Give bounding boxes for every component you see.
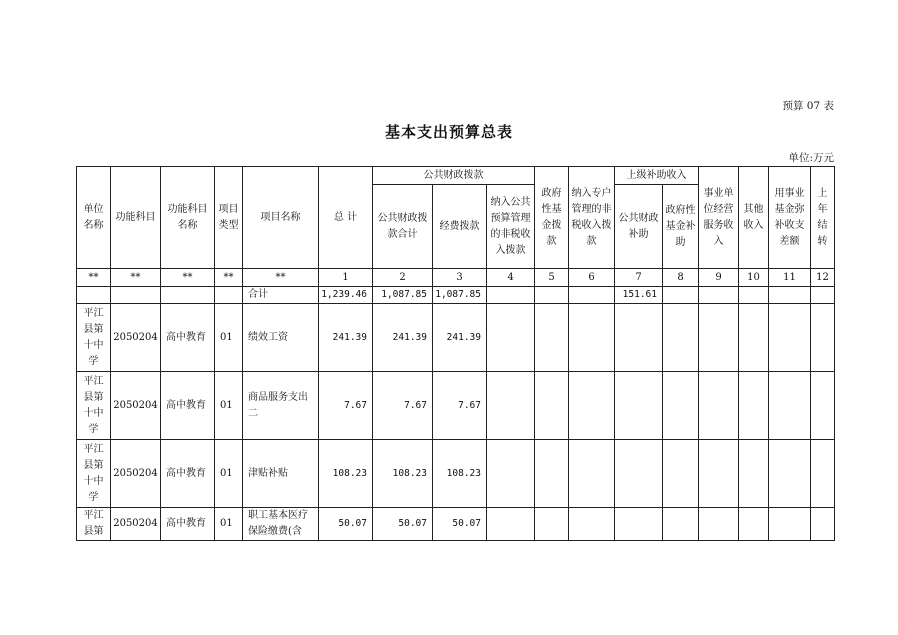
marker-cell: ** (243, 269, 319, 287)
header-pf-funds: 经费拨款 (433, 185, 487, 269)
header-row-1 (77, 167, 835, 185)
header-superior: 上级补助收入 (615, 167, 699, 185)
header-other: 其他收入 (739, 167, 769, 269)
pf-total-cell: 7.67 (373, 372, 433, 440)
marker-cell: 2 (373, 269, 433, 287)
pf-total-cell: 108.23 (373, 440, 433, 508)
total-label: 合计 (243, 287, 319, 304)
func-code-cell: 2050204 (111, 372, 161, 440)
marker-cell: 3 (433, 269, 487, 287)
unit-cell: 平江县第 (77, 508, 111, 541)
marker-cell: 7 (615, 269, 663, 287)
func-name-cell: 高中教育 (161, 440, 215, 508)
proj-type-cell: 01 (215, 508, 243, 541)
pf-funds-cell: 50.07 (433, 508, 487, 541)
pf-funds-cell: 108.23 (433, 440, 487, 508)
proj-type-cell: 01 (215, 372, 243, 440)
marker-cell: ** (215, 269, 243, 287)
form-number: 预算 07 表 (782, 100, 834, 112)
table-row (77, 304, 835, 372)
func-name-cell: 高中教育 (161, 304, 215, 372)
total-row (77, 287, 835, 304)
proj-type-cell: 01 (215, 304, 243, 372)
header-proj-name: 项目名称 (243, 167, 319, 269)
proj-name-cell: 津贴补贴 (243, 440, 319, 508)
header-public-finance: 公共财政拨款 (373, 167, 535, 185)
func-code-cell: 2050204 (111, 508, 161, 541)
header-gov-fund: 政府性基金拨款 (535, 167, 569, 269)
total-cell: 108.23 (319, 440, 373, 508)
pf-funds-cell: 241.39 (433, 304, 487, 372)
marker-row (77, 269, 835, 287)
pf-funds-cell: 7.67 (433, 372, 487, 440)
page-title: 基本支出预算总表 (384, 123, 513, 141)
unit-cell: 平江县第十中学 (77, 372, 111, 440)
pf-total-cell: 50.07 (373, 508, 433, 541)
header-carryover: 上年结转 (811, 167, 835, 269)
marker-cell: 8 (663, 269, 699, 287)
total-cell: 7.67 (319, 372, 373, 440)
marker-cell: 10 (739, 269, 769, 287)
total-cell: 241.39 (319, 304, 373, 372)
header-sup-public: 公共财政补助 (615, 185, 663, 269)
header-unit-name: 单位名称 (77, 167, 111, 269)
header-func-name: 功能科目名称 (161, 167, 215, 269)
total-sup-public: 151.61 (615, 287, 663, 304)
marker-cell: 12 (811, 269, 835, 287)
header-func-code: 功能科目 (111, 167, 161, 269)
proj-name-cell: 职工基本医疗保险缴费(含 (243, 508, 319, 541)
table-row (77, 372, 835, 440)
marker-cell: 5 (535, 269, 569, 287)
header-pf-nontax: 纳入公共预算管理的非税收入拨款 (487, 185, 535, 269)
unit-cell: 平江县第十中学 (77, 440, 111, 508)
marker-cell: ** (77, 269, 111, 287)
budget-table (76, 166, 835, 541)
table-row (77, 508, 835, 541)
marker-cell: 1 (319, 269, 373, 287)
header-proj-type: 项目类型 (215, 167, 243, 269)
pf-total-cell: 241.39 (373, 304, 433, 372)
proj-name-cell: 商品服务支出二 (243, 372, 319, 440)
marker-cell: ** (111, 269, 161, 287)
total-pf-funds: 1,087.85 (433, 287, 487, 304)
func-name-cell: 高中教育 (161, 372, 215, 440)
total-amount: 1,239.46 (319, 287, 373, 304)
header-special-nontax: 纳入专户管理的非税收入拨款 (569, 167, 615, 269)
total-cell: 50.07 (319, 508, 373, 541)
func-code-cell: 2050204 (111, 440, 161, 508)
header-pf-total: 公共财政拨款合计 (373, 185, 433, 269)
marker-cell: 9 (699, 269, 739, 287)
unit-label: 单位:万元 (788, 152, 834, 164)
proj-name-cell: 绩效工资 (243, 304, 319, 372)
func-code-cell: 2050204 (111, 304, 161, 372)
total-pf-total: 1,087.85 (373, 287, 433, 304)
table-row (77, 440, 835, 508)
func-name-cell: 高中教育 (161, 508, 215, 541)
header-sup-gov: 政府性基金补助 (663, 185, 699, 269)
marker-cell: 6 (569, 269, 615, 287)
marker-cell: ** (161, 269, 215, 287)
header-business: 事业单位经营服务收入 (699, 167, 739, 269)
unit-cell: 平江县第十中学 (77, 304, 111, 372)
proj-type-cell: 01 (215, 440, 243, 508)
marker-cell: 11 (769, 269, 811, 287)
marker-cell: 4 (487, 269, 535, 287)
header-biz-fund: 用事业基金弥补收支差额 (769, 167, 811, 269)
header-total: 总 计 (319, 167, 373, 269)
